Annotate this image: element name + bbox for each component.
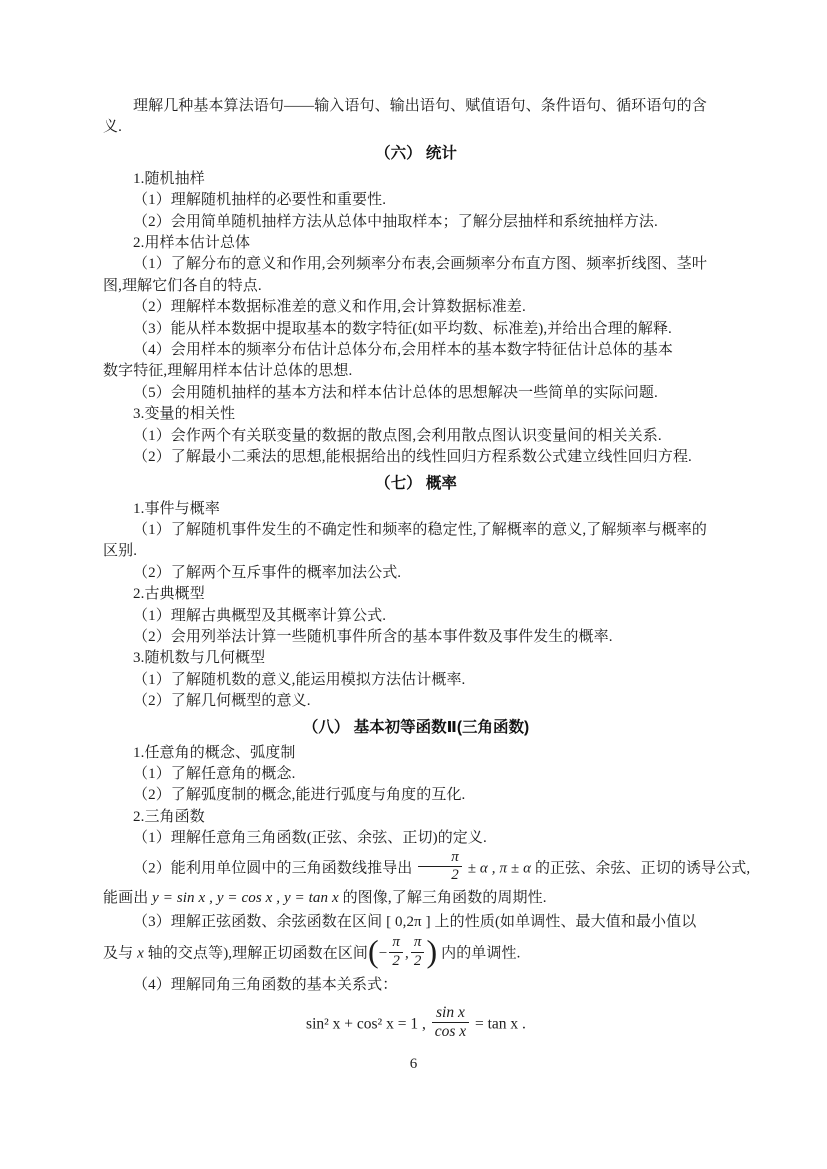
text-segment: 上的性质(如单调性、最大值和最小值以 xyxy=(434,913,697,930)
fraction-numerator: π xyxy=(418,850,462,868)
fraction-pi-over-2 xyxy=(418,850,462,885)
section-heading-probability: （七） 概率 xyxy=(375,474,457,492)
fraction-numerator: sin x xyxy=(432,1005,469,1023)
fraction-denominator: 2 xyxy=(451,867,459,884)
prob-line: 1.事件与概率 xyxy=(133,500,220,517)
fraction-denominator: 2 xyxy=(392,952,400,969)
prob-line: （2）会用列举法计算一些随机事件所含的基本事件数及事件发生的概率. xyxy=(133,628,613,645)
stat-line: （5）会用随机抽样的基本方法和样本估计总体的思想解决一些简单的实际问题. xyxy=(133,384,658,401)
prob-line: （1）了解随机事件发生的不确定性和频率的稳定性,了解概率的意义,了解频率与概率的 xyxy=(133,521,708,538)
trig-line: （1）理解任意角三角函数(正弦、余弦、正切)的定义. xyxy=(133,830,487,847)
math-variable: x xyxy=(137,945,144,962)
text-segment: （2）能利用单位圆中的三角函数线推导出 xyxy=(133,860,413,877)
trig-line: 2.三角函数 xyxy=(133,808,205,825)
stat-line: 1.随机抽样 xyxy=(133,170,205,187)
trig-item3-line1 xyxy=(103,910,729,935)
stat-line: （1）了解分布的意义和作用,会列频率分布表,会画频率分布直方图、频率折线图、茎叶 xyxy=(133,256,708,273)
text-segment: 的图像,了解三角函数的周期性. xyxy=(342,890,547,907)
intro-line: 义. xyxy=(103,119,122,136)
fraction-numerator: π xyxy=(389,935,403,953)
prob-line: 3.随机数与几何概型 xyxy=(133,650,266,667)
text-segment: 能画出 xyxy=(103,890,149,907)
stat-line: （2）理解样本数据标准差的意义和作用,会计算数据标准差. xyxy=(133,299,526,316)
comma-separator: , xyxy=(405,945,409,962)
stat-line: 数字特征,理解用样本估计总体的思想. xyxy=(103,363,353,380)
math-segment: y = sin x , y = cos x , y = tan x xyxy=(152,890,339,907)
fraction-pi-over-2 xyxy=(389,935,403,970)
prob-line: （2）了解几何概型的意义. xyxy=(133,693,311,710)
stat-line: （2）会用简单随机抽样方法从总体中抽取样本；了解分层抽样和系统抽样方法. xyxy=(133,213,658,230)
formula-rhs: = tan x . xyxy=(475,1015,526,1033)
text-segment: 的正弦、余弦、正切的诱导公式, xyxy=(534,860,751,877)
text-segment: 内的单调性. xyxy=(441,945,521,962)
prob-line: （1）理解古典概型及其概率计算公式. xyxy=(133,607,387,624)
stat-line: （4）会用样本的频率分布估计总体分布,会用样本的基本数字特征估计总体的基本 xyxy=(133,342,673,359)
trig-item4-label: （4）理解同角三角函数的基本关系式： xyxy=(133,977,398,994)
prob-line: （1）了解随机数的意义,能运用模拟方法估计概率. xyxy=(133,671,466,688)
stat-line: （2）了解最小二乘法的思想,能根据给出的线性回归方程系数公式建立线性回归方程. xyxy=(133,449,692,466)
stat-line: 图,理解它们各自的特点. xyxy=(103,277,262,294)
stat-line: 3.变量的相关性 xyxy=(133,406,236,423)
minus-sign: − xyxy=(378,945,388,962)
math-segment: ± α , π ± α xyxy=(467,860,532,877)
prob-line: （2）了解两个互斥事件的概率加法公式. xyxy=(133,564,402,581)
stat-line: （1）理解随机抽样的必要性和重要性. xyxy=(133,192,387,209)
formula-lhs: sin² x + cos² x = 1 , xyxy=(306,1015,426,1033)
intro-line: 理解几种基本算法语句——输入语句、输出语句、赋值语句、条件语句、循环语句的含 xyxy=(133,98,707,114)
stat-line: 2.用样本估计总体 xyxy=(133,235,251,252)
fraction-numerator: π xyxy=(411,935,425,953)
trig-item2-line2 xyxy=(103,888,729,909)
prob-line: 2.古典概型 xyxy=(133,586,205,603)
text-segment: 及与 xyxy=(103,945,134,962)
trig-item2-line1 xyxy=(103,848,751,889)
trig-line: （1）了解任意角的概念. xyxy=(133,765,296,782)
fraction-denominator: 2 xyxy=(413,952,422,969)
fraction-sinx-over-cosx xyxy=(432,1005,469,1041)
stat-line: （3）能从样本数据中提取基本的数字特征(如平均数、标准差),并给出合理的解释. xyxy=(133,320,672,337)
stat-line: （1）会作两个有关联变量的数据的散点图,会利用散点图认识变量间的相关关系. xyxy=(133,427,662,444)
left-paren: ( xyxy=(368,933,379,970)
section-heading-statistics: （六） 统计 xyxy=(375,144,457,162)
trig-line: 1.任意角的概念、弧度制 xyxy=(133,744,296,761)
trig-item3-line2 xyxy=(103,935,729,974)
fraction-pi-over-2 xyxy=(411,935,425,970)
trig-identity-formula xyxy=(103,1003,729,1043)
prob-line: 区别. xyxy=(103,543,138,560)
trig-line: （2）了解弧度制的概念,能进行弧度与角度的互化. xyxy=(133,787,466,804)
interval-segment: [ 0,2π ] xyxy=(386,913,431,930)
page-number: 6 xyxy=(409,1056,418,1072)
section-heading-trig-functions: （八） 基本初等函数Ⅱ(三角函数) xyxy=(302,718,530,736)
text-segment: （3）理解正弦函数、余弦函数在区间 xyxy=(133,913,383,930)
right-paren: ) xyxy=(426,933,438,970)
fraction-denominator: cos x xyxy=(434,1023,467,1041)
text-segment: 轴的交点等),理解正切函数在区间 xyxy=(147,945,369,962)
